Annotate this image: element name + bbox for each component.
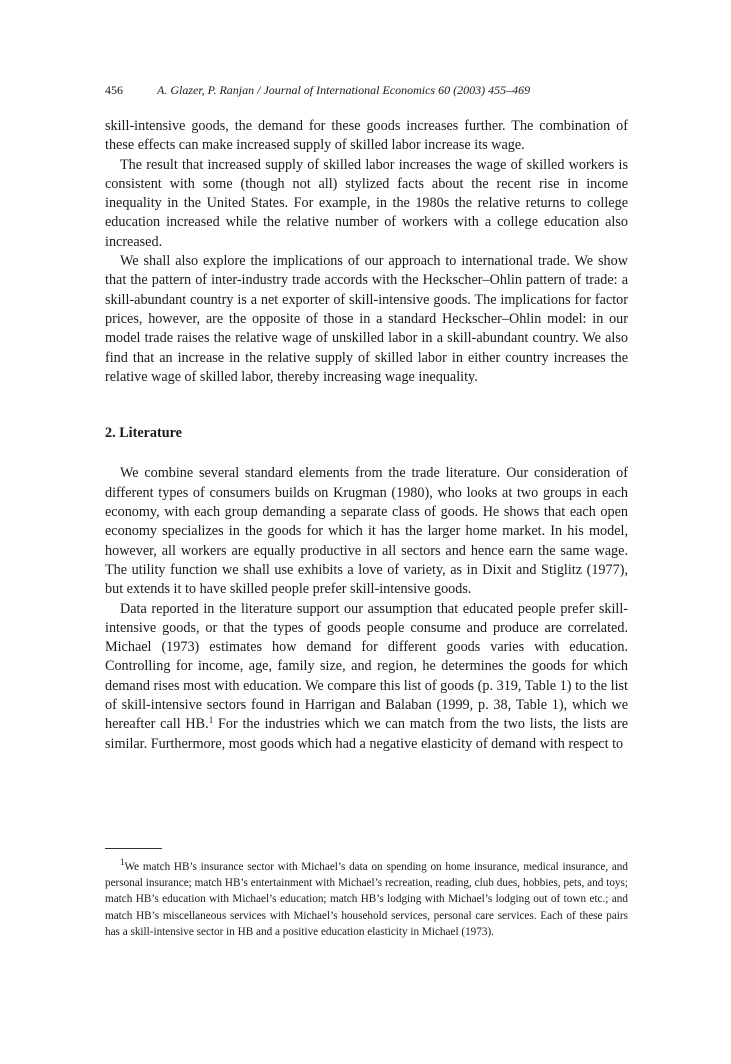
footnote-reference[interactable]: 1 bbox=[208, 715, 214, 726]
journal-reference: A. Glazer, P. Ranjan / Journal of International Economics 60 (2003) 455–469 bbox=[157, 83, 531, 97]
footnote bbox=[105, 859, 628, 940]
footnote-divider bbox=[105, 848, 162, 849]
paragraph-literature-2 bbox=[105, 600, 628, 754]
paragraph-trade-implications: We shall also explore the implications of our approach to international trade. We show that the pattern of inter-industry trade accords with the Heckscher–Ohlin pattern of trade: a skill-abundant country is a net exporter of skill-intensive goods. The implications for factor prices, however, are the opposite of those in a standard Heckscher–Ohlin model: in our model trade raises the relative wage of unskilled labor in a skill-abundant country. We also find that an increase in the relative supply of skilled labor in either country increases the relative wage of skilled labor, thereby increasing wage inequality. bbox=[105, 253, 628, 385]
section-heading: 2. Literature bbox=[105, 425, 182, 442]
body-text bbox=[105, 117, 628, 754]
paragraph-literature-1: We combine several standard elements from the trade literature. Our consideration of different types of consumers builds on Krugman (1980), who looks at two groups in each economy, with each group demanding a separate class of goods. He shows that each open economy specializes in the goods for which it has the larger home market. In his model, however, all workers are equally productive in all sectors and hence earn the same wage. The utility function we shall use exhibits a love of variety, as in Dixit and Stiglitz (1977), but extends it to have skilled people prefer skill-intensive goods. bbox=[105, 465, 628, 598]
paragraph-wage-result: The result that increased supply of skilled labor increases the wage of skilled workers is consistent with some (though not all) stylized facts about the recent rise in income inequality in the United States. For example, in the 1980s the relative returns to college education increased while the relative number of workers with a college education also increased. bbox=[105, 156, 628, 250]
paragraph-continued: skill-intensive goods, the demand for these goods increases further. The combination of these effects can make increased supply of skilled labor increase its wage. bbox=[105, 118, 628, 154]
page-number: 456 bbox=[105, 83, 123, 97]
footnote-paragraph bbox=[105, 859, 628, 940]
footnote-text: We match HB’s insurance sector with Michael’s data on spending on home insurance, medical insurance, and personal insurance; match HB’s entertainment with Michael’s recreation, reading, club dues, hobbies, pets, and toys; match HB’s education with Michael’s education; match HB’s lodging with Michael’s lodging out of town etc.; and match HB’s miscellaneous services with Michael’s household services, personal care services. Each of these pairs has a skill-intensive sector in HB and a positive education elasticity in Michael (1973). bbox=[105, 861, 628, 938]
paragraph-literature-2-text-b: For the industries which we can match from the two lists, the lists are similar. Furthermore, most goods which had a negative elasticity of demand with respect to bbox=[105, 716, 628, 752]
footnote-mark: 1 bbox=[120, 857, 125, 867]
running-header bbox=[105, 82, 645, 98]
paragraph-literature-2-text-a: Data reported in the literature support our assumption that educated people prefer skill-intensive goods, or that the types of goods people consume and produce are correlated. Michael (1973) estimates how demand for different goods varies with education. Controlling for income, age, family size, and region, he determines the goods for which demand rises most with education. We compare this list of goods (p. 319, Table 1) to the list of skill-intensive sectors found in Harrigan and Balaban (1999, p. 38, Table 1), which we hereafter call HB. bbox=[105, 600, 628, 733]
